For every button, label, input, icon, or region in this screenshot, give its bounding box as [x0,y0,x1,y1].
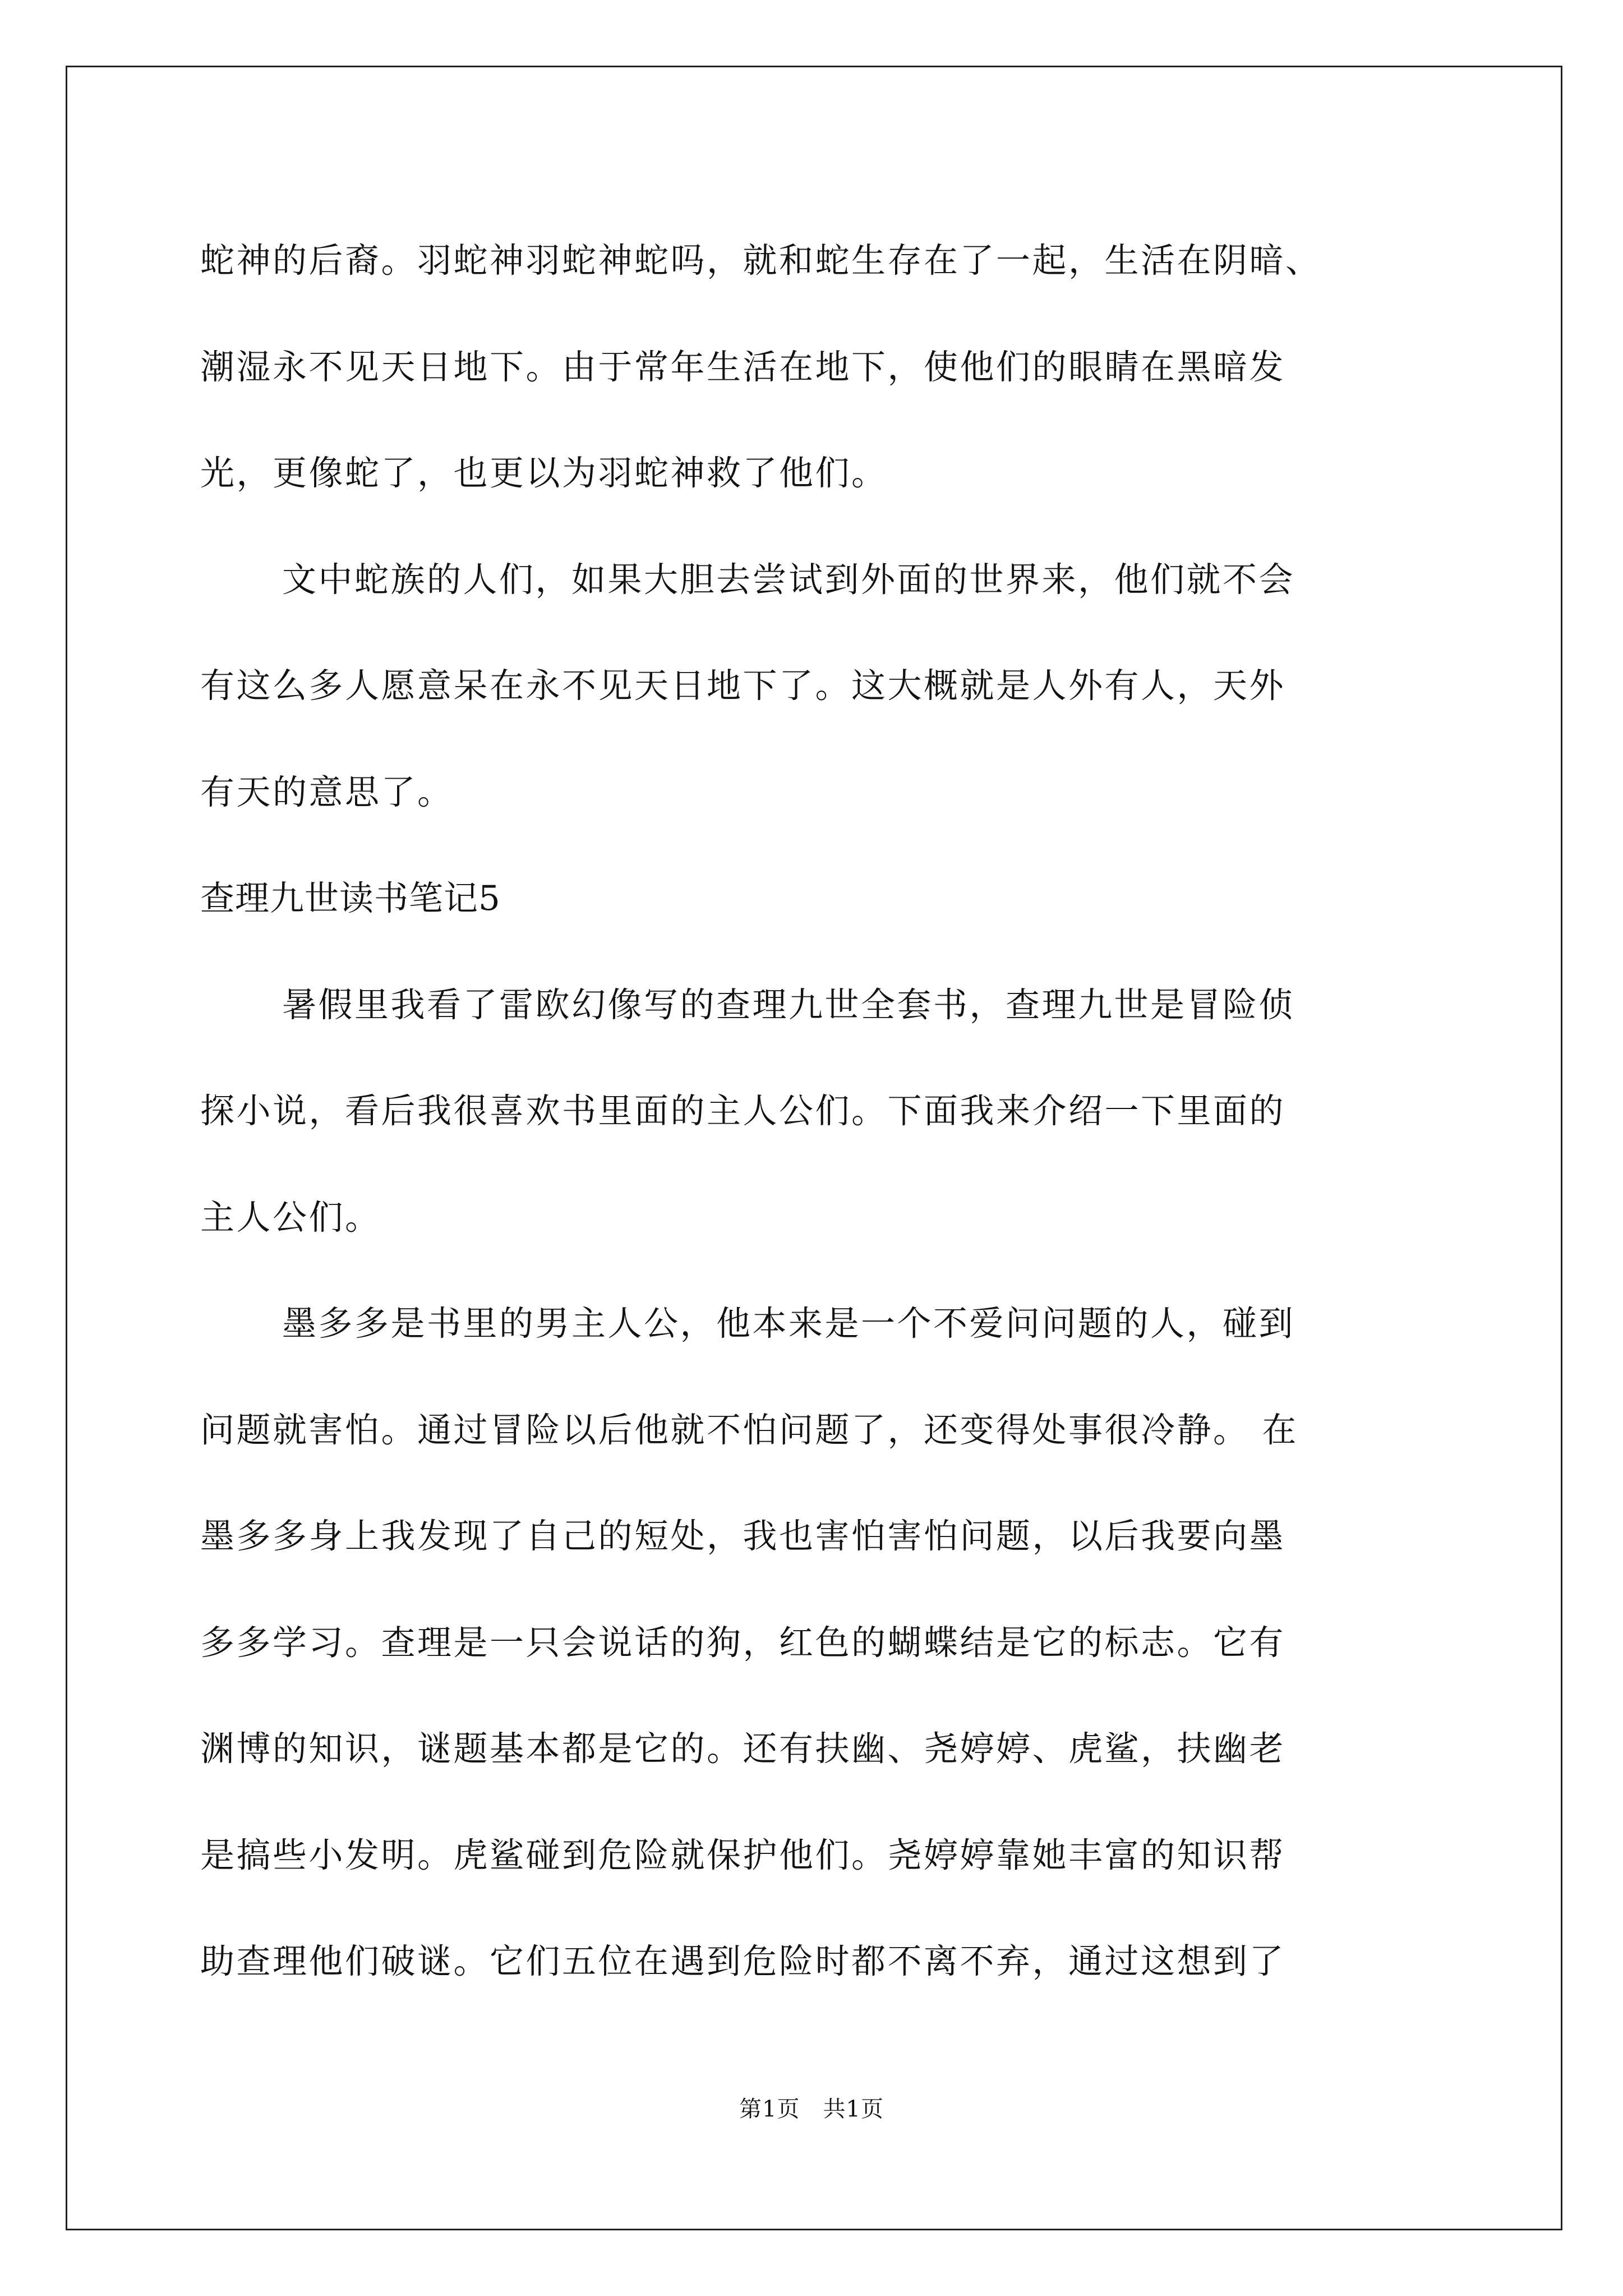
body-line: 有这么多人愿意呆在永不见天日地下了。这大概就是人外有人，天外 [200,666,1286,706]
body-line: 是搞些小发明。虎鲨碰到危险就保护他们。尧婷婷靠她丰富的知识帮 [200,1835,1286,1875]
body-line: 墨多多身上我发现了自己的短处，我也害怕害怕问题，以后我要向墨 [200,1516,1286,1556]
body-line: 探小说，看后我很喜欢书里面的主人公们。下面我来介绍一下里面的 [200,1091,1286,1131]
body-line: 光，更像蛇了，也更以为羽蛇神救了他们。 [200,453,888,493]
body-line: 助查理他们破谜。它们五位在遇到危险时都不离不弃，通过这想到了 [200,1941,1286,1981]
body-line: 有天的意思了。 [200,772,454,812]
paragraph-first-line: 暑假里我看了雷欧幻像写的查理九世全套书，查理九世是冒险侦 [282,984,1295,1025]
body-line: 多多学习。查理是一只会说话的狗，红色的蝴蝶结是它的标志。它有 [200,1622,1286,1663]
body-line: 潮湿永不见天日地下。由于常年生活在地下，使他们的眼睛在黑暗发 [200,347,1286,387]
paragraph-first-line: 文中蛇族的人们，如果大胆去尝试到外面的世界来，他们就不会 [282,559,1295,600]
body-line: 主人公们。 [200,1197,381,1237]
body-line: 渊博的知识，谜题基本都是它的。还有扶幽、尧婷婷、虎鲨，扶幽老 [200,1729,1286,1769]
body-line: 蛇神的后裔。羽蛇神羽蛇神蛇吗，就和蛇生存在了一起，生活在阴暗、 [200,241,1322,280]
page-footer: 第1页 共1页 [739,2096,884,2122]
paragraph-first-line: 墨多多是书里的男主人公，他本来是一个不爱问问题的人，碰到 [282,1304,1295,1343]
body-line: 问题就害怕。通过冒险以后他就不怕问题了，还变得处事很冷静。 在 [200,1410,1298,1450]
document-body [200,208,1434,2015]
section-heading: 查理九世读书笔记5 [200,878,501,918]
